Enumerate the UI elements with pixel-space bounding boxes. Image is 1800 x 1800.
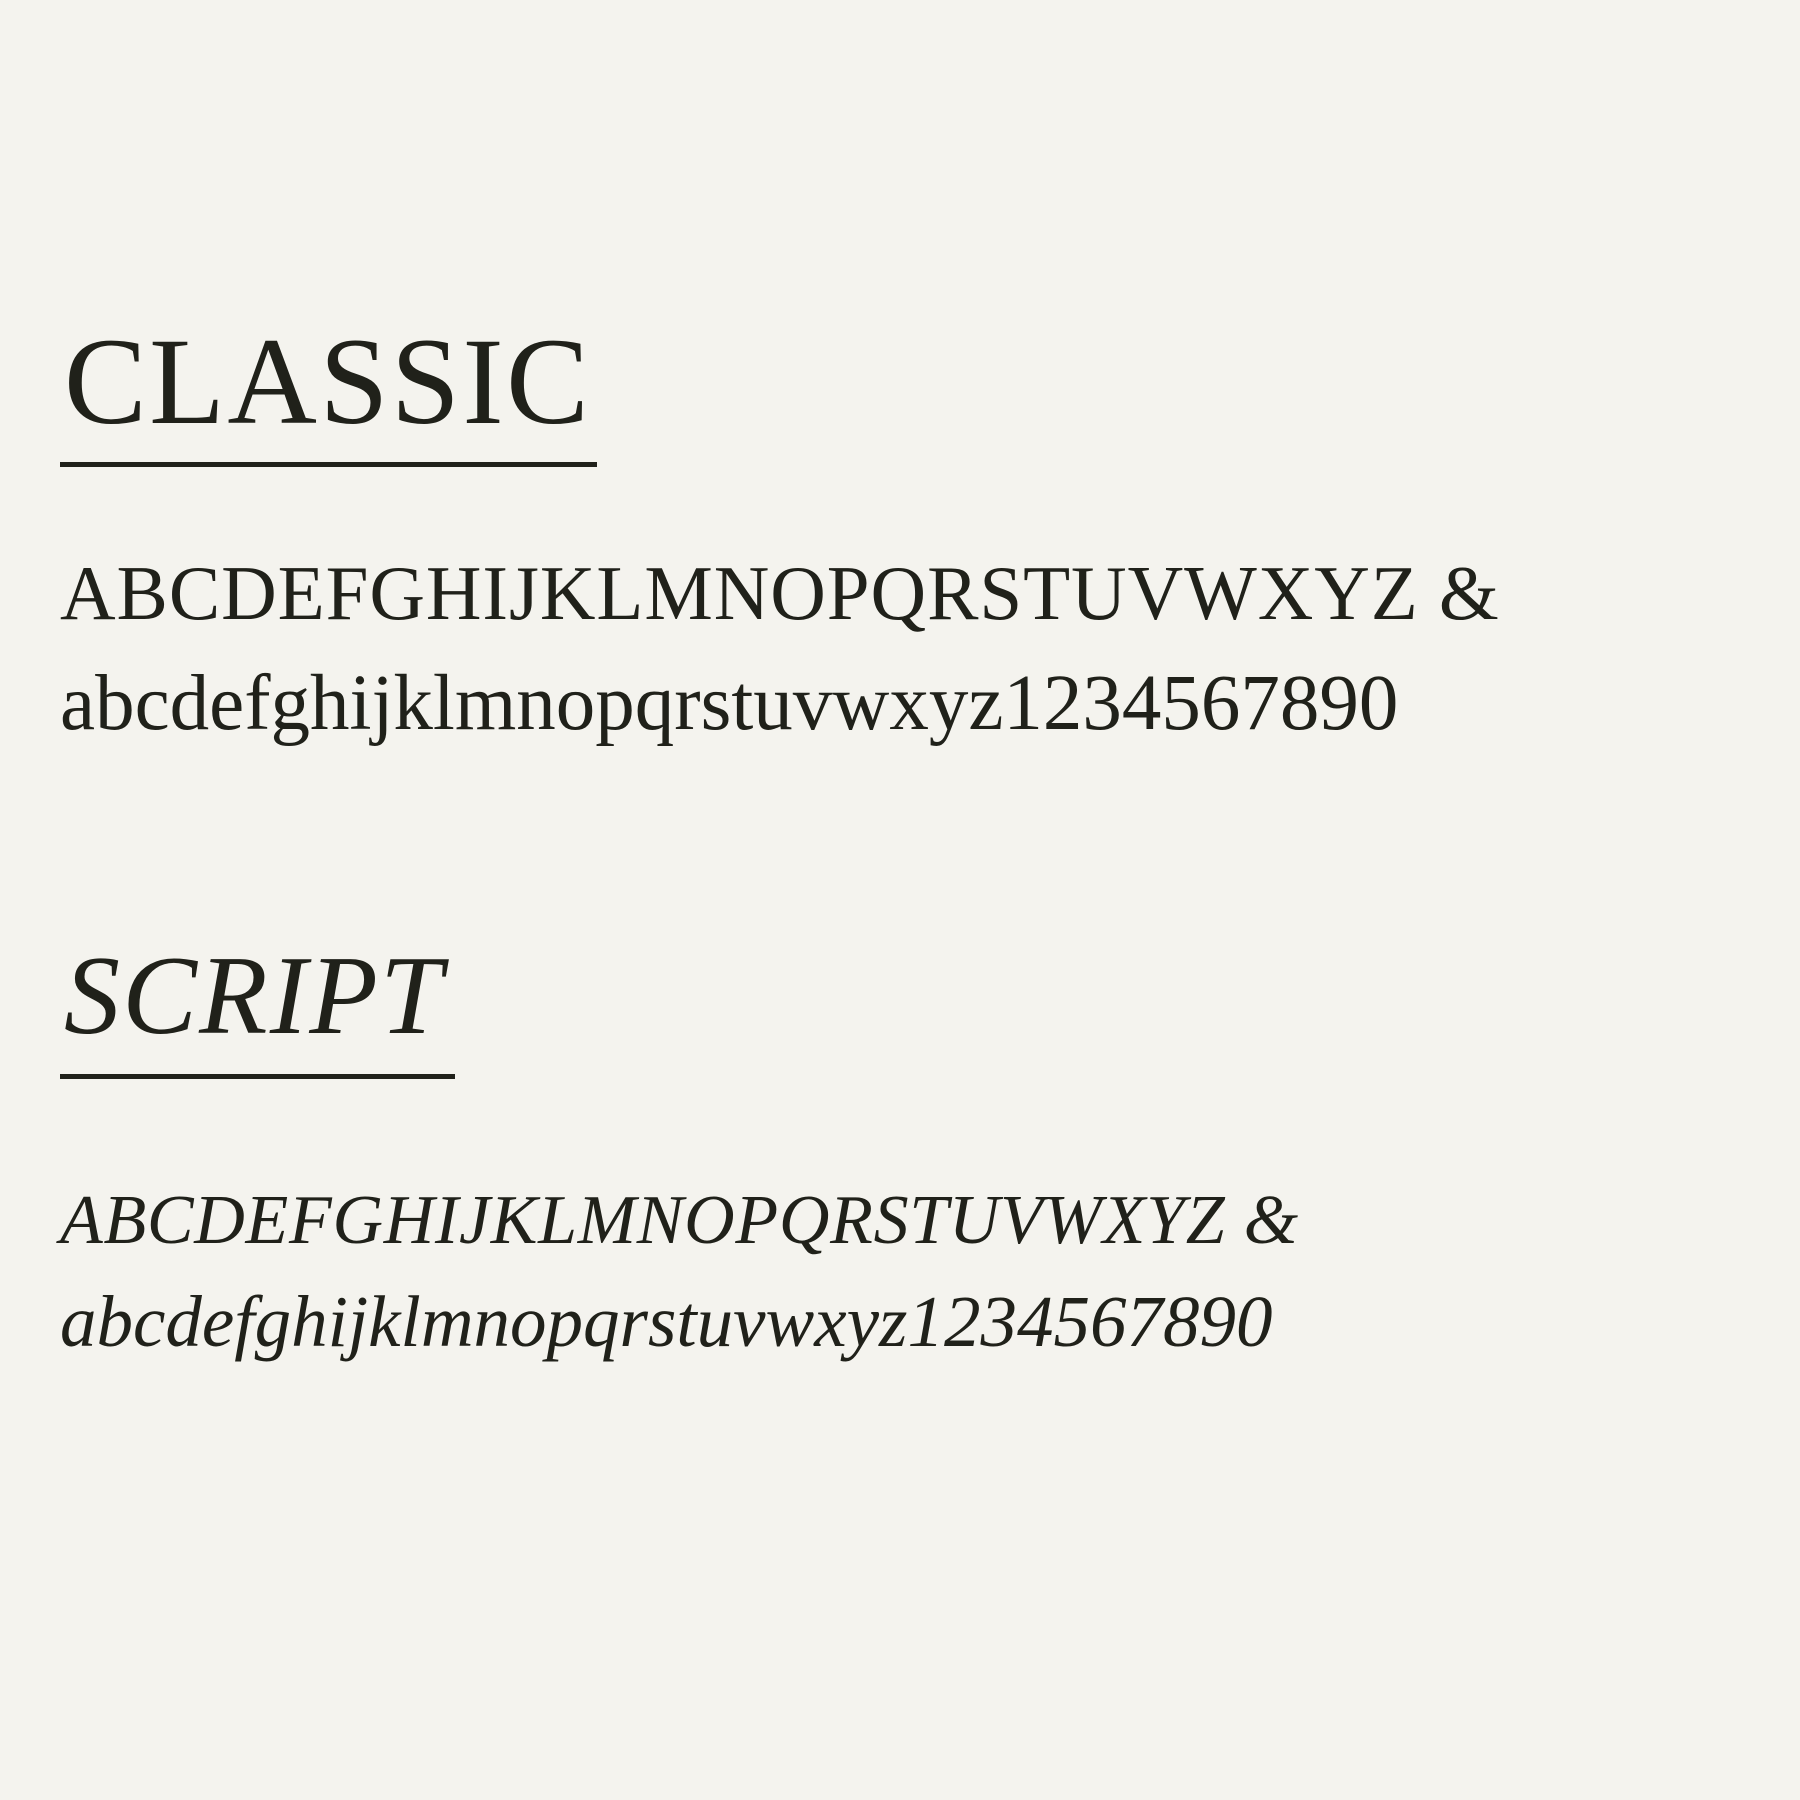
specimen-script: [60, 934, 1740, 1374]
specimen-classic: [60, 313, 1740, 761]
script-heading: SCRIPT: [64, 934, 445, 1058]
script-heading-group: [60, 934, 455, 1079]
classic-heading: CLASSIC: [64, 313, 592, 450]
classic-sample: [60, 539, 1740, 761]
classic-heading-group: [60, 313, 597, 467]
classic-heading-underline: [60, 462, 597, 467]
script-uppercase-line: ABCDEFGHIJKLMNOPQRSTUVWXYZ &: [60, 1182, 1299, 1259]
script-heading-underline: [60, 1074, 455, 1079]
classic-lowercase-line: abcdefghijklmnopqrstuvwxyz1234567890: [60, 660, 1399, 748]
script-lowercase-line: abcdefghijklmnopqrstuvwxyz1234567890: [60, 1281, 1273, 1363]
classic-uppercase-line: ABCDEFGHIJKLMNOPQRSTUVWXYZ &: [60, 550, 1500, 636]
script-sample: [60, 1171, 1740, 1374]
